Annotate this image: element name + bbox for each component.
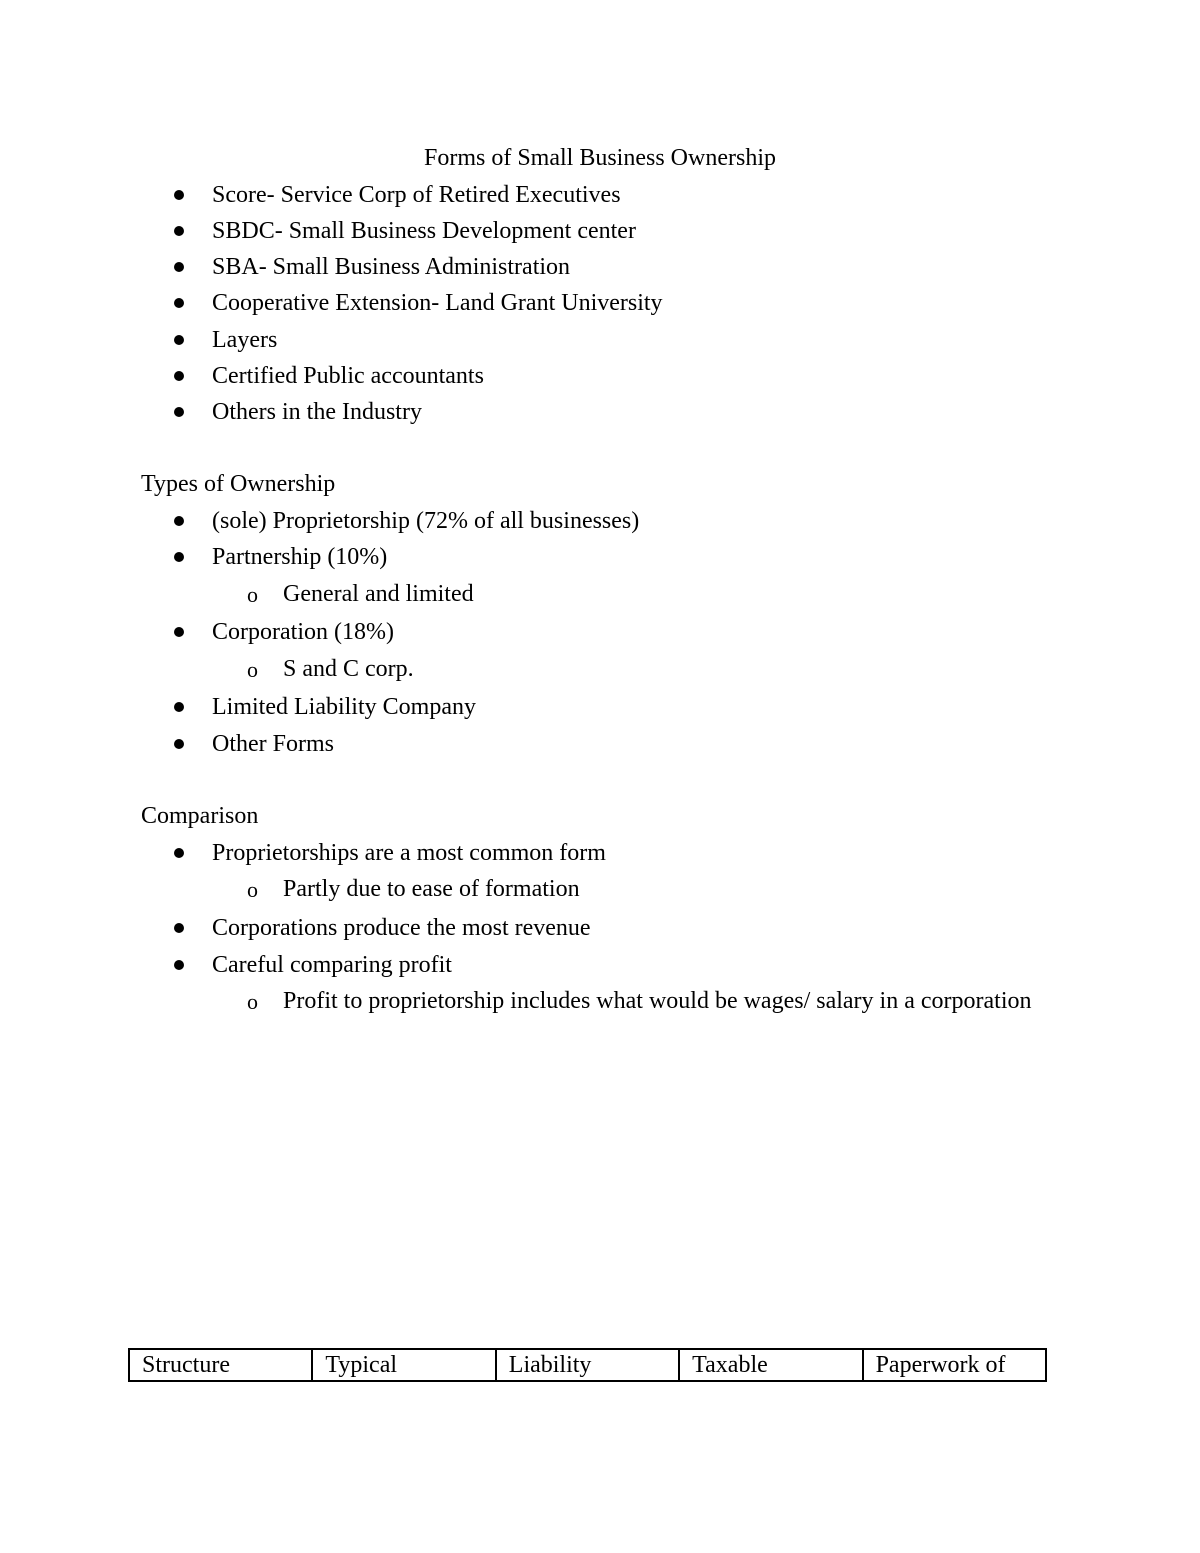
bullet-icon [174,190,184,200]
sub-list-item: Profit to proprietorship includes what would be wages/ salary in a corporation [283,988,1032,1014]
bullet-icon [174,226,184,236]
table-header-cell: Taxable [679,1349,862,1381]
sub-bullet-icon: o [247,657,258,682]
list-item: Certified Public accountants [212,363,484,389]
table-header-cell: Structure [129,1349,312,1381]
list-item: Proprietorships are a most common form [212,840,606,866]
bullet-icon [174,516,184,526]
list-item: Corporation (18%) [212,619,394,645]
bullet-icon [174,407,184,417]
bullet-icon [174,739,184,749]
list-item: Corporations produce the most revenue [212,915,591,941]
list-item: Limited Liability Company [212,694,476,720]
sub-bullet-icon: o [247,989,258,1014]
list-item: Score- Service Corp of Retired Executives [212,182,621,208]
bullet-icon [174,371,184,381]
table-header-cell: Paperwork of [863,1349,1046,1381]
list-item: Other Forms [212,731,334,757]
list-item: Careful comparing profit [212,952,452,978]
sub-list-item: General and limited [283,581,474,607]
table-header-cell: Liability [496,1349,679,1381]
bullet-icon [174,960,184,970]
page-title: Forms of Small Business Ownership [423,145,776,171]
sub-list-item: Partly due to ease of formation [283,876,580,902]
list-item: SBDC- Small Business Development center [212,218,636,244]
bullet-icon [174,262,184,272]
bullet-icon [174,702,184,712]
section-heading-comparison: Comparison [141,803,259,829]
section-heading-types: Types of Ownership [141,471,336,497]
bullet-icon [174,552,184,562]
sub-bullet-icon: o [247,877,258,902]
list-item: SBA- Small Business Administration [212,254,571,280]
list-item: Cooperative Extension- Land Grant University [212,290,663,316]
list-item: Partnership (10%) [212,544,388,570]
sub-bullet-icon: o [247,582,258,607]
list-item: (sole) Proprietorship (72% of all businesses) [212,508,640,534]
bullet-icon [174,335,184,345]
list-item: Layers [212,327,278,353]
table-header-row [129,1349,1046,1381]
bullet-icon [174,923,184,933]
bullet-icon [174,298,184,308]
sub-list-item: S and C corp. [283,656,414,682]
table-header-cell: Typical [312,1349,495,1381]
structure-table [128,1348,1047,1382]
bullet-icon [174,627,184,637]
list-item: Others in the Industry [212,399,422,425]
bullet-icon [174,848,184,858]
